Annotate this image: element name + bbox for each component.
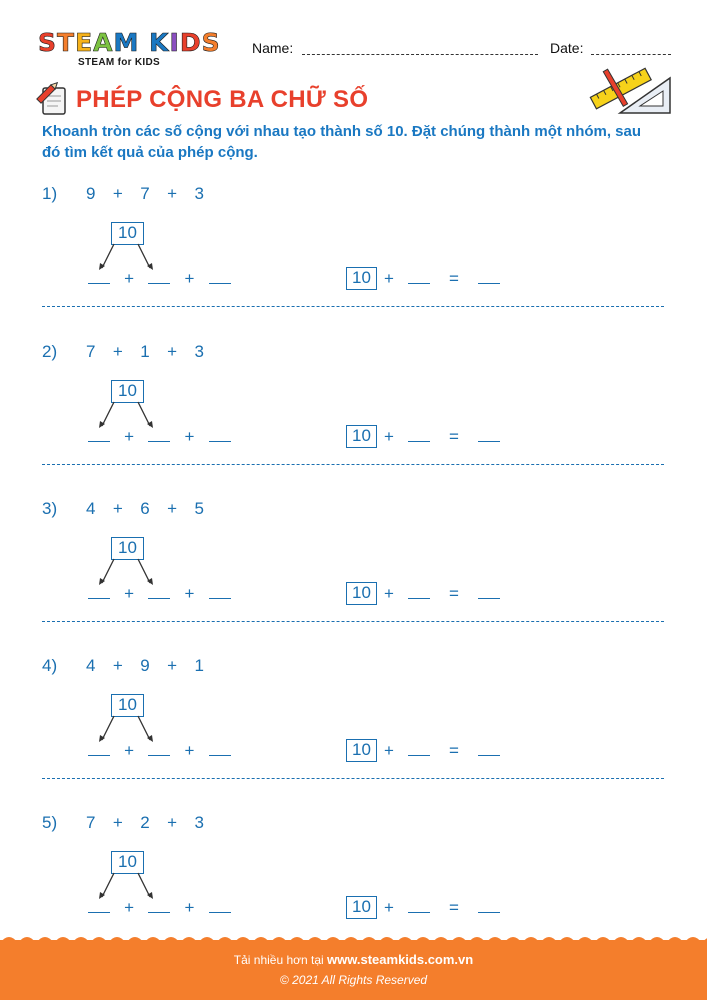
answer-blank[interactable] <box>408 898 430 913</box>
result-row <box>384 741 500 761</box>
plus-sign: + <box>124 898 135 917</box>
answer-blank[interactable] <box>209 741 231 756</box>
result-row <box>384 427 500 447</box>
answer-blank[interactable] <box>209 898 231 913</box>
split-arrows-icon <box>92 871 162 901</box>
plus-sign: + <box>384 269 394 288</box>
plus-sign: + <box>124 741 135 760</box>
result-blank[interactable] <box>478 898 500 913</box>
ten-group-box: 10 <box>111 851 144 874</box>
result-row <box>384 269 500 289</box>
problem-1 <box>0 178 707 335</box>
plus-sign: + <box>384 898 394 917</box>
answer-blank[interactable] <box>148 427 170 442</box>
problem-4 <box>0 650 707 807</box>
separator-line <box>42 306 664 307</box>
plus-sign: + <box>384 741 394 760</box>
ten-box: 10 <box>346 425 377 448</box>
ten-box: 10 <box>346 739 377 762</box>
answer-blank[interactable] <box>148 898 170 913</box>
result-blank[interactable] <box>478 584 500 599</box>
work-row <box>88 898 231 918</box>
work-row <box>88 269 231 289</box>
answer-blank[interactable] <box>148 269 170 284</box>
ten-box: 10 <box>346 267 377 290</box>
equals-sign: = <box>449 427 459 446</box>
plus-sign: + <box>184 427 195 446</box>
pencil-paper-icon <box>34 82 70 118</box>
plus-sign: + <box>184 898 195 917</box>
ten-box: 10 <box>346 896 377 919</box>
plus-sign: + <box>124 269 135 288</box>
separator-line <box>42 621 664 622</box>
answer-blank[interactable] <box>408 584 430 599</box>
result-blank[interactable] <box>478 269 500 284</box>
answer-blank[interactable] <box>408 269 430 284</box>
problem-expression: 4 + 6 + 5 <box>86 499 205 518</box>
problem-3 <box>0 493 707 650</box>
answer-blank[interactable] <box>209 427 231 442</box>
split-arrows-icon <box>92 400 162 430</box>
instructions: Khoanh tròn các số cộng với nhau tạo thành số 10. Đặt chúng thành một nhóm, sau đó tìm kết quả của phép cộng. <box>42 123 642 161</box>
answer-blank[interactable] <box>408 427 430 442</box>
footer-website-link[interactable]: www.steamkids.com.vn <box>327 952 474 967</box>
logo-wordmark: STEAM KIDS <box>38 28 221 57</box>
logo-tagline: STEAM for KIDS <box>78 57 160 68</box>
result-row <box>384 898 500 918</box>
problem-number: 5) <box>42 813 58 832</box>
answer-blank[interactable] <box>148 584 170 599</box>
ten-group-box: 10 <box>111 380 144 403</box>
answer-blank[interactable] <box>88 741 110 756</box>
problem-expression: 4 + 9 + 1 <box>86 656 205 675</box>
ten-group-box: 10 <box>111 537 144 560</box>
answer-blank[interactable] <box>408 741 430 756</box>
footer-copyright: © 2021 All Rights Reserved <box>279 973 428 987</box>
result-row <box>384 584 500 604</box>
plus-sign: + <box>384 584 394 603</box>
ten-box: 10 <box>346 582 377 605</box>
result-blank[interactable] <box>478 741 500 756</box>
equals-sign: = <box>449 269 459 288</box>
date-field[interactable] <box>591 54 671 55</box>
answer-blank[interactable] <box>88 584 110 599</box>
work-row <box>88 584 231 604</box>
ruler-triangle-icon <box>585 58 675 118</box>
plus-sign: + <box>124 427 135 446</box>
footer-bar <box>0 940 707 1000</box>
answer-blank[interactable] <box>88 898 110 913</box>
plus-sign: + <box>184 584 195 603</box>
problem-number: 2) <box>42 342 58 361</box>
separator-line <box>42 464 664 465</box>
steam-kids-logo <box>38 30 238 70</box>
plus-sign: + <box>184 269 195 288</box>
answer-blank[interactable] <box>209 269 231 284</box>
split-arrows-icon <box>92 714 162 744</box>
separator-line <box>42 778 664 779</box>
split-arrows-icon <box>92 242 162 272</box>
work-row <box>88 427 231 447</box>
plus-sign: + <box>384 427 394 446</box>
result-blank[interactable] <box>478 427 500 442</box>
plus-sign: + <box>184 741 195 760</box>
equals-sign: = <box>449 584 459 603</box>
problem-number: 1) <box>42 184 58 203</box>
name-field[interactable] <box>302 54 538 55</box>
date-label: Date: <box>550 40 584 56</box>
plus-sign: + <box>124 584 135 603</box>
problem-number: 3) <box>42 499 58 518</box>
split-arrows-icon <box>92 557 162 587</box>
answer-blank[interactable] <box>209 584 231 599</box>
problem-2 <box>0 336 707 493</box>
equals-sign: = <box>449 898 459 917</box>
work-row <box>88 741 231 761</box>
answer-blank[interactable] <box>148 741 170 756</box>
problem-expression: 7 + 2 + 3 <box>86 813 205 832</box>
ten-group-box: 10 <box>111 694 144 717</box>
footer-download-prefix: Tải nhiều hơn tại <box>233 953 328 967</box>
problem-expression: 7 + 1 + 3 <box>86 342 205 361</box>
name-label: Name: <box>252 40 294 56</box>
footer-download-text <box>0 952 707 967</box>
worksheet-title: PHÉP CỘNG BA CHỮ SỐ <box>76 86 369 113</box>
answer-blank[interactable] <box>88 427 110 442</box>
equals-sign: = <box>449 741 459 760</box>
problem-expression: 9 + 7 + 3 <box>86 184 205 203</box>
problem-number: 4) <box>42 656 58 675</box>
ten-group-box: 10 <box>111 222 144 245</box>
answer-blank[interactable] <box>88 269 110 284</box>
